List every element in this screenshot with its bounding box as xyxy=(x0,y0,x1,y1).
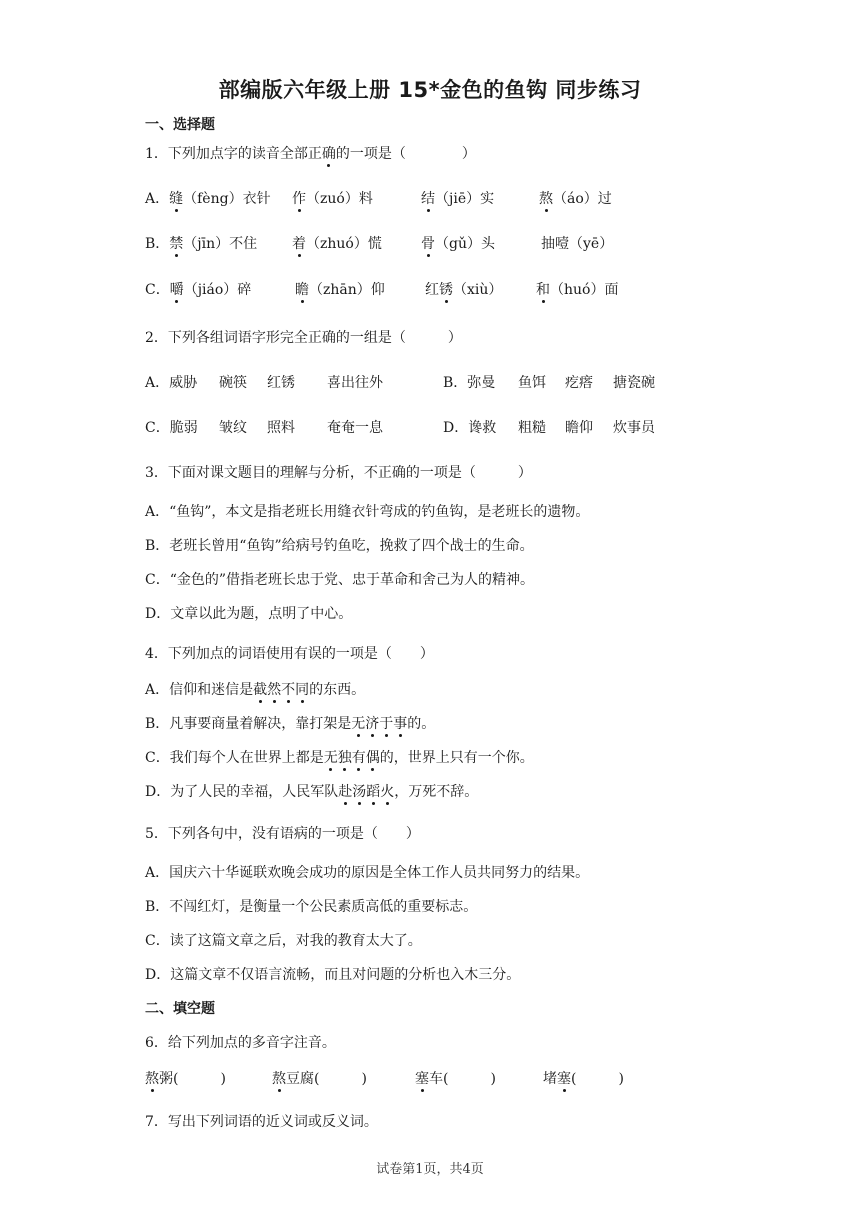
section-heading-choice: 一、选择题 xyxy=(145,117,215,133)
question-1-stem: 1．下列加点字的读音全部正确的一项是（ ） xyxy=(145,143,476,163)
emphasis-char: 蹈 xyxy=(366,781,380,801)
exam-page: 部编版六年级上册 15*金色的鱼钩 同步练习 一、选择题 1．下列加点字的读音全部正确的一项是（ ） A．缝（fèng）衣针 作（zuó）料 结（jiē）实 熬（áo）过 B．禁（jīn）不住 着（zhuó）慌 骨（gǔ）头 抽噎（yē） C．嚼（jiáo）碎 瞻（zhān）仰 红锈（xiù） 和（huó）面 2．下列各组词语字形完全正确的一组是（ ） A．威胁 碗筷 红锈 喜出往外 B．弥曼 鱼饵 疙瘩 搪瓷碗 C．脆弱 皱纹 照料 奄奄一息 D．谗救 粗糙 瞻仰 炊事员 3．下面对课文题目的理解与分析，不正确的一项是（ ） A．“鱼钩”，本文是指老班长用缝衣针弯成的钓鱼钩，是老班长的遗物。 B．老班长曾用“鱼钩”给病号钓鱼吃，挽救了四个战士的生命。 C．“金色的”借指老班长忠于党、忠于革命和舍己为人的精神。 D．文章以此为题，点明了中心。 4．下列加点的词语使用有误的一项是（ ） A．信仰和迷信是截然不同的东西。 B．凡事要商量着解决，靠打架是无济于事的。 C．我们每个人在世界上都是无独有偶的，世界上只有一个你。 D．为了人民的幸福，人民军队赴汤蹈火，万死不辞。 5．下列各句中，没有语病的一项是（ ） A．国庆六十华诞联欢晚会成功的原因是全体工作人员共同努力的结果。 B．不闯红灯，是衡量一个公民素质高低的重要标志。 C．读了这篇文章之后，对我的教育太大了。 D．这篇文章不仅语言流畅，而且对问题的分析也入木三分。 二、填空题 6．给下列加点的多音字注音。 熬粥( ) 熬豆腐( ) 塞车( ) 堵塞( ) 7．写出下列词语的近义词或反义词。 试卷第1页，共4页 xyxy=(0,0,860,1216)
question-5-option-c: C．读了这篇文章之后，对我的教育太大了。 xyxy=(145,933,422,949)
emphasis-char: 确 xyxy=(322,143,336,163)
question-2-stem: 2．下列各组词语字形完全正确的一组是（ ） xyxy=(145,330,462,346)
emphasis-char: 事 xyxy=(393,713,407,733)
emphasis-char: 塞 xyxy=(415,1068,429,1088)
emphasis-char: 结 xyxy=(421,188,435,208)
section-heading-fill: 二、填空题 xyxy=(145,1001,215,1017)
question-4-option-c: C．我们每个人在世界上都是无独有偶的，世界上只有一个你。 xyxy=(145,747,534,767)
question-3-option-c: C．“金色的”借指老班长忠于党、忠于革命和舍己为人的精神。 xyxy=(145,572,535,588)
emphasis-char: 同 xyxy=(295,679,309,699)
emphasis-char: 然 xyxy=(267,679,281,699)
emphasis-word xyxy=(324,750,380,766)
emphasis-char: 汤 xyxy=(352,781,366,801)
emphasis-char: 偶 xyxy=(366,747,380,767)
question-5-stem: 5．下列各句中，没有语病的一项是（ ） xyxy=(145,826,420,842)
question-4-option-d: D．为了人民的幸福，人民军队赴汤蹈火，万死不辞。 xyxy=(145,781,478,801)
emphasis-char: 于 xyxy=(379,713,393,733)
question-3-option-b: B．老班长曾用“鱼钩”给病号钓鱼吃，挽救了四个战士的生命。 xyxy=(145,538,534,554)
emphasis-char: 有 xyxy=(352,747,366,767)
emphasis-char: 缝 xyxy=(169,188,183,208)
emphasis-word xyxy=(253,682,309,698)
question-5-option-a: A．国庆六十华诞联欢晚会成功的原因是全体工作人员共同努力的结果。 xyxy=(145,865,590,881)
emphasis-char: 熬 xyxy=(145,1068,159,1088)
question-4-stem: 4．下列加点的词语使用有误的一项是（ ） xyxy=(145,646,434,662)
emphasis-word xyxy=(338,784,394,800)
emphasis-char: 熬 xyxy=(539,188,553,208)
emphasis-char: 截 xyxy=(253,679,267,699)
question-5-option-b: B．不闯红灯，是衡量一个公民素质高低的重要标志。 xyxy=(145,899,478,915)
emphasis-char: 禁 xyxy=(169,233,183,253)
question-4-option-b: B．凡事要商量着解决，靠打架是无济于事的。 xyxy=(145,713,435,733)
emphasis-char: 无 xyxy=(324,747,338,767)
question-5-option-d: D．这篇文章不仅语言流畅，而且对问题的分析也入木三分。 xyxy=(145,967,521,983)
emphasis-char: 火 xyxy=(380,781,394,801)
emphasis-word xyxy=(351,716,407,732)
emphasis-char: 无 xyxy=(351,713,365,733)
question-3-stem: 3．下面对课文题目的理解与分析，不正确的一项是（ ） xyxy=(145,465,532,481)
fill-item: 熬豆腐( ) xyxy=(272,1068,367,1088)
emphasis-char: 独 xyxy=(338,747,352,767)
emphasis-char: 骨 xyxy=(421,233,435,253)
question-4-option-a: A．信仰和迷信是截然不同的东西。 xyxy=(145,679,365,699)
emphasis-char: 着 xyxy=(292,233,306,253)
page-title: 部编版六年级上册 15*金色的鱼钩 同步练习 xyxy=(218,78,642,102)
fill-item: 熬粥( ) xyxy=(145,1068,226,1088)
emphasis-char: 瞻 xyxy=(295,279,309,299)
question-6-stem: 6．给下列加点的多音字注音。 xyxy=(145,1035,336,1051)
emphasis-char: 嚼 xyxy=(170,279,184,299)
emphasis-char: 塞 xyxy=(557,1068,571,1088)
fill-item: 堵塞( ) xyxy=(543,1068,624,1088)
fill-item: 塞车( ) xyxy=(415,1068,496,1088)
emphasis-char: 济 xyxy=(365,713,379,733)
question-3-option-a: A．“鱼钩”，本文是指老班长用缝衣针弯成的钓鱼钩，是老班长的遗物。 xyxy=(145,504,590,520)
question-3-option-d: D．文章以此为题，点明了中心。 xyxy=(145,606,353,622)
emphasis-char: 作 xyxy=(292,188,306,208)
page-footer: 试卷第1页，共4页 xyxy=(376,1162,484,1177)
emphasis-char: 赴 xyxy=(338,781,352,801)
emphasis-char: 锈 xyxy=(439,279,453,299)
emphasis-char: 熬 xyxy=(272,1068,286,1088)
emphasis-char: 不 xyxy=(281,679,295,699)
question-7-stem: 7．写出下列词语的近义词或反义词。 xyxy=(145,1114,378,1130)
emphasis-char: 和 xyxy=(536,279,550,299)
